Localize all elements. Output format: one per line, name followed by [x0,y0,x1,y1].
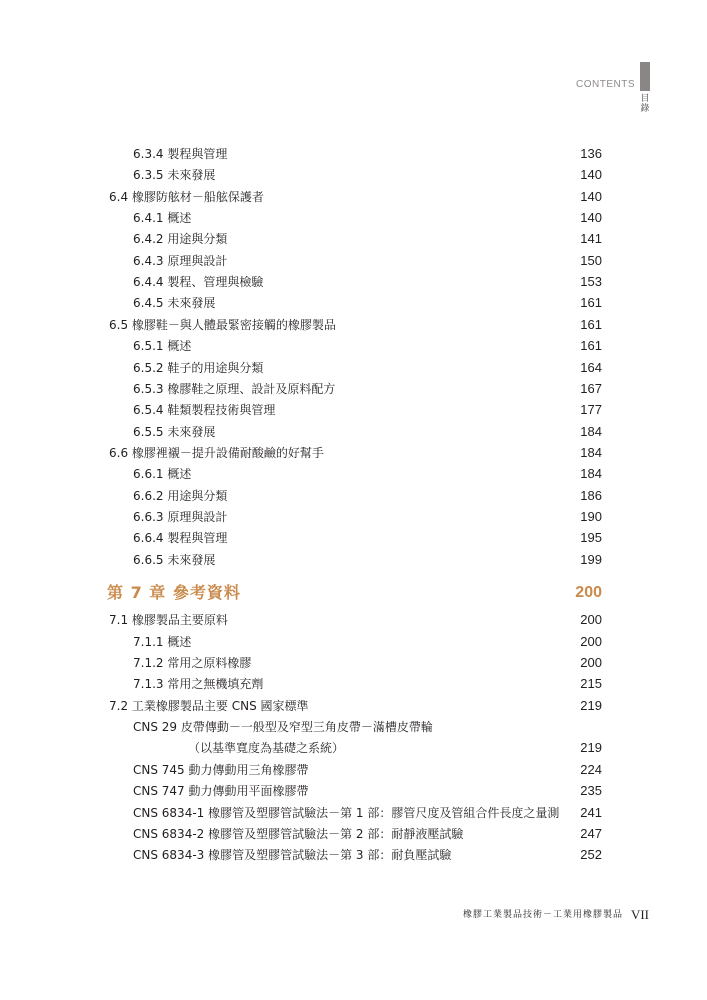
toc-entry-page: 177 [580,402,602,418]
toc-entry-label: 7.1.3 常用之無機填充劑 [133,677,264,692]
toc-entry-label: 6.5.3 橡膠鞋之原理、設計及原料配方 [133,381,336,396]
toc-entry [0,315,707,335]
toc-entry-label: CNS 6834-3 橡膠管及塑膠管試驗法－第 3 部：耐負壓試驗 [133,848,452,863]
toc-entry [0,336,707,356]
toc-entry [0,845,707,865]
toc-entry [0,528,707,548]
toc-entry-label: 6.4.5 未來發展 [133,296,216,311]
toc-entry-page: 140 [580,188,602,204]
toc-entry-label: 6.4.4 製程、管理與檢驗 [133,275,264,290]
header-accent-bar [640,62,650,91]
toc-entry-label: 6.4.1 概述 [133,211,192,226]
toc-entry [0,486,707,506]
toc-entry [0,208,707,228]
toc-entry-page: 195 [580,530,602,546]
toc-entry-page: 190 [580,508,602,524]
toc-entry [0,358,707,378]
toc-entry-page: 219 [580,740,602,756]
toc-entry-page: 200 [575,584,602,601]
toc-entry-label: 6.6.2 用途與分類 [133,488,228,503]
footer-book-title: 橡膠工業製品技術－工業用橡膠製品 [462,910,623,920]
toc-entry-page: 186 [580,487,602,503]
toc-entry [0,229,707,249]
toc-entry [0,443,707,463]
toc-entry-label: 6.4.2 用途與分類 [133,232,228,247]
toc-entry-page: 140 [580,167,602,183]
toc-entry [0,824,707,844]
toc-entry-page: 150 [580,252,602,268]
toc-entry-label: 6.5.5 未來發展 [133,424,216,439]
toc-entry [0,464,707,484]
contents-label: CONTENTS [576,79,635,90]
mulu-label: 目錄 [640,94,650,114]
toc-entry-label: 6.3.5 未來發展 [133,168,216,183]
toc-entry [0,422,707,442]
toc-entry-label: CNS 745 動力傳動用三角橡膠帶 [133,762,309,777]
toc-entry [0,610,707,630]
toc-entry-label: 7.1 橡膠製品主要原料 [109,613,228,628]
toc-entry-page: 184 [580,444,602,460]
toc-entry-page: 140 [580,210,602,226]
toc-entry-label: 6.5.1 概述 [133,339,192,354]
toc-entry-label: 6.3.4 製程與管理 [133,147,228,161]
toc-entry [0,507,707,527]
toc-entry-page: 241 [580,804,602,820]
toc-entry [0,632,707,652]
toc-entry-page: 141 [580,231,602,247]
toc-entry-page: 164 [580,359,602,375]
toc-entry-label: 7.1.2 常用之原料橡膠 [133,656,252,671]
toc-entry-label: 6.6.4 製程與管理 [133,531,228,546]
toc-entry [0,144,707,164]
toc-entry-label: 6.5.2 鞋子的用途與分類 [133,360,264,375]
toc-entry-label: 6.4.3 原理與設計 [133,253,228,268]
toc-entry [0,251,707,271]
toc-entry [0,400,707,420]
toc-entry-page: 200 [580,655,602,671]
toc-entry-label: 6.6.1 概述 [133,467,192,482]
toc-entry-page: 161 [580,316,602,332]
toc-entry [0,717,707,737]
toc-entry-page: 136 [580,146,602,161]
toc-entry [0,803,707,823]
toc-entry-page: 252 [580,847,602,863]
toc-entry-label: CNS 747 動力傳動用平面橡膠帶 [133,784,309,799]
toc-entry [0,653,707,673]
toc-entry-page: 161 [580,338,602,354]
toc-entry-page: 167 [580,380,602,396]
toc-entry-page: 235 [580,783,602,799]
toc-entry-page: 247 [580,825,602,841]
toc-entry [0,379,707,399]
toc-entry-label: 6.5 橡膠鞋－與人體最緊密接觸的橡膠製品 [109,317,336,332]
toc-entry-page: 184 [580,423,602,439]
toc-entry [0,187,707,207]
toc-entry-label: 6.6.5 未來發展 [133,552,216,567]
toc-entry-page: 199 [580,551,602,567]
toc-entry-label: 6.5.4 鞋類製程技術與管理 [133,403,276,418]
toc-entry [0,293,707,313]
toc-entry-label: CNS 29 皮帶傳動－一般型及窄型三角皮帶－滿槽皮帶輪 [133,720,433,735]
toc-entry [0,781,707,801]
toc-entry-label: 6.6.3 原理與設計 [133,509,228,524]
toc-entry-label: 7.1.1 概述 [133,634,192,649]
toc-entry-label: CNS 6834-1 橡膠管及塑膠管試驗法－第 1 部：膠管尺度及管組合件長度之量測 [133,805,560,820]
page-footer [0,905,707,925]
toc-entry [0,738,707,758]
toc-entry [0,550,707,570]
toc-entry [0,272,707,292]
toc-entry [0,165,707,185]
toc-entry [0,760,707,780]
toc-entry-page: 184 [580,466,602,482]
toc-entry-label: 7.2 工業橡膠製品主要 CNS 國家標準 [109,698,309,713]
footer-page-number: VII [630,907,649,922]
toc-entry-page: 219 [580,697,602,713]
toc-entry-page: 224 [580,761,602,777]
toc-entry-page: 200 [580,612,602,628]
toc-entry-page: 215 [580,676,602,692]
toc-entry [0,696,707,716]
toc-entry-label: 6.6 橡膠裡襯－提升設備耐酸鹼的好幫手 [109,445,324,460]
toc-entry-label: CNS 6834-2 橡膠管及塑膠管試驗法－第 2 部：耐靜液壓試驗 [133,826,464,841]
toc-entry-page: 200 [580,633,602,649]
toc-entry-label: （以基準寬度為基礎之系統） [188,741,345,756]
toc-entry [0,674,707,694]
toc-entry-page: 153 [580,274,602,290]
toc-entry-label: 6.4 橡膠防舷材－船舷保護者 [109,189,264,204]
toc-entry-label: 第 7 章 參考資料 [107,583,241,602]
toc-chapter-heading [0,583,707,603]
toc-entry-page: 161 [580,295,602,311]
